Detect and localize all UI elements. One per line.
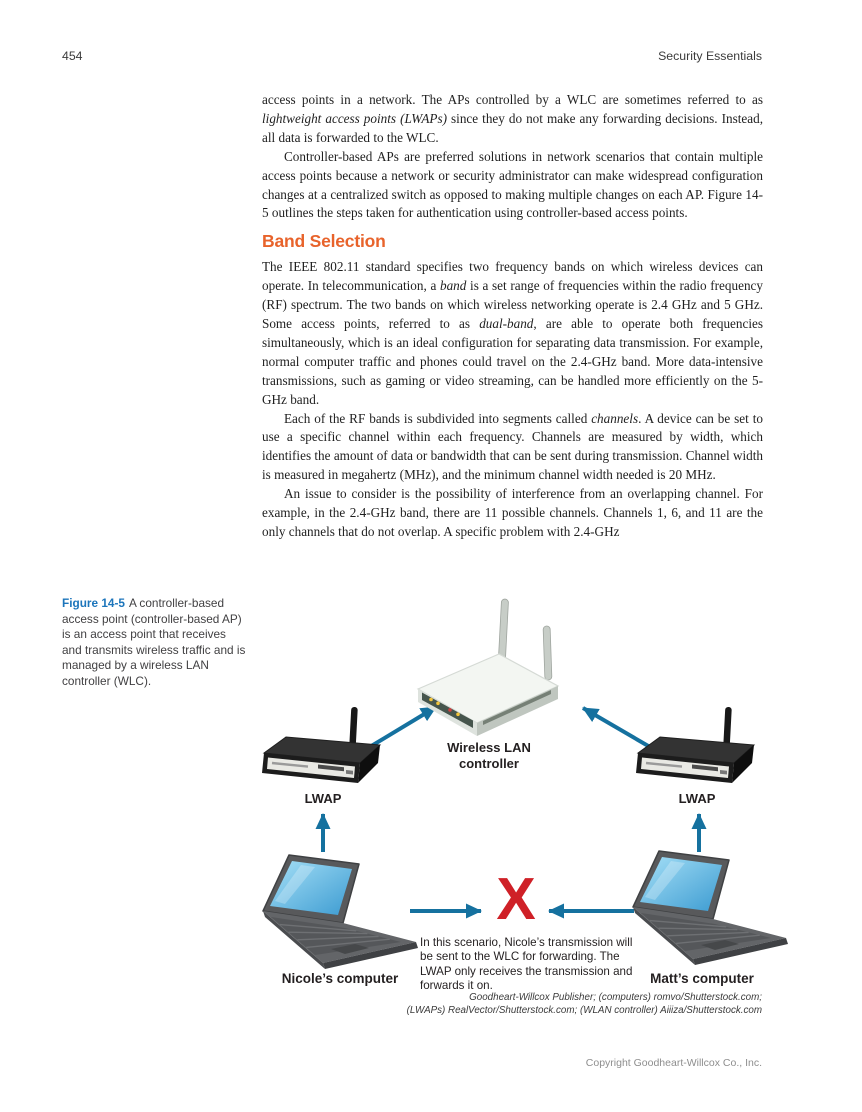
body-paragraph: access points in a network. The APs controlled by a WLC are sometimes referred to as lightweight access points (LWAPs) since they do not make any forwarding decisions. Instead, all data is forwarded to the WLC.	[262, 92, 763, 145]
arrow-lwap-left-to-wlc	[368, 707, 436, 748]
blocked-transmission-x: X	[496, 866, 536, 932]
section-paragraphs	[262, 258, 763, 542]
credit-line: Goodheart-Willcox Publisher; (computers) romvo/Shutterstock.com;	[469, 992, 762, 1003]
lwap-left-image	[260, 707, 385, 795]
body-paragraph: Each of the RF bands is subdivided into segments called channels. A device can be set to use a specific channel within each frequency. Channels are measured by width, which identifies the amount of data or bandwidth that can be sent during transmission. Channel width is measured in megahertz (MHz), and the minimum channel width needed is 20 MHz.	[262, 410, 763, 483]
lwap-left-label: LWAP	[304, 791, 342, 806]
section-heading: Band Selection	[262, 231, 386, 252]
wlan-controller-image	[405, 597, 575, 742]
matt-laptop-image	[623, 845, 793, 965]
matt-label: Matt’s computer	[650, 971, 754, 986]
copyright-line: Copyright Goodheart-Willcox Co., Inc.	[585, 1057, 762, 1069]
body-paragraph: Controller-based APs are preferred solutions in network scenarios that contain multiple access points because a network or security administrator can make widespread configuration changes at a centralized switch as opposed to making multiple changes on each AP. Figure 14-5 outlines the steps taken for authentication using controller-based access points.	[262, 148, 763, 221]
figure-caption	[62, 596, 246, 690]
lwap-right-image	[634, 707, 759, 795]
running-header: Security Essentials	[658, 49, 762, 63]
body-paragraph: An issue to consider is the possibility of interference from an overlapping channel. For example, in the 2.4-GHz band, there are 11 possible channels. Channels 1, 6, and 11 are the only channels that do not overlap. A specific problem with 2.4-GHz	[262, 486, 763, 539]
body-text	[262, 91, 763, 542]
credit-line: (LWAPs) RealVector/Shutterstock.com; (WLAN controller) Aiiiza/Shutterstock.com	[406, 1005, 762, 1016]
body-paragraph: The IEEE 802.11 standard specifies two frequency bands on which wireless devices can operate. In telecommunication, a band is a set range of frequencies within the radio frequency (RF) spectrum. The two bands on which wireless networking operate is 2.4 GHz and 5 GHz. Some access points, referred to as dual-band, are able to operate both frequencies simultaneously, which is an ideal configuration for separating data transmission. For example, normal computer traffic and phones could travel on the 2.4-GHz band. More data-intensive transmissions, such as gaming or video streaming, can be handled more efficiently on the 5-GHz band.	[262, 259, 764, 407]
lwap-right-label: LWAP	[678, 791, 716, 806]
figure-label: Figure 14-5	[62, 596, 125, 610]
page-number: 454	[62, 49, 83, 63]
nicole-label: Nicole’s computer	[281, 971, 399, 986]
scenario-note: In this scenario, Nicole’s transmission will be sent to the WLC for forwarding. The LWAP only receives the transmission and forwards it on.	[420, 936, 633, 993]
nicole-laptop-image	[253, 849, 423, 969]
figure-credits	[407, 991, 762, 1017]
arrow-lwap-right-to-wlc	[583, 708, 650, 747]
wlc-label: Wireless LAN controller	[447, 740, 531, 771]
intro-paragraphs	[262, 91, 763, 223]
figure-caption-text: A controller-based access point (controller-based AP) is an access point that receives and transmits wireless traffic and is managed by a wireless LAN controller (WLC).	[62, 596, 246, 688]
